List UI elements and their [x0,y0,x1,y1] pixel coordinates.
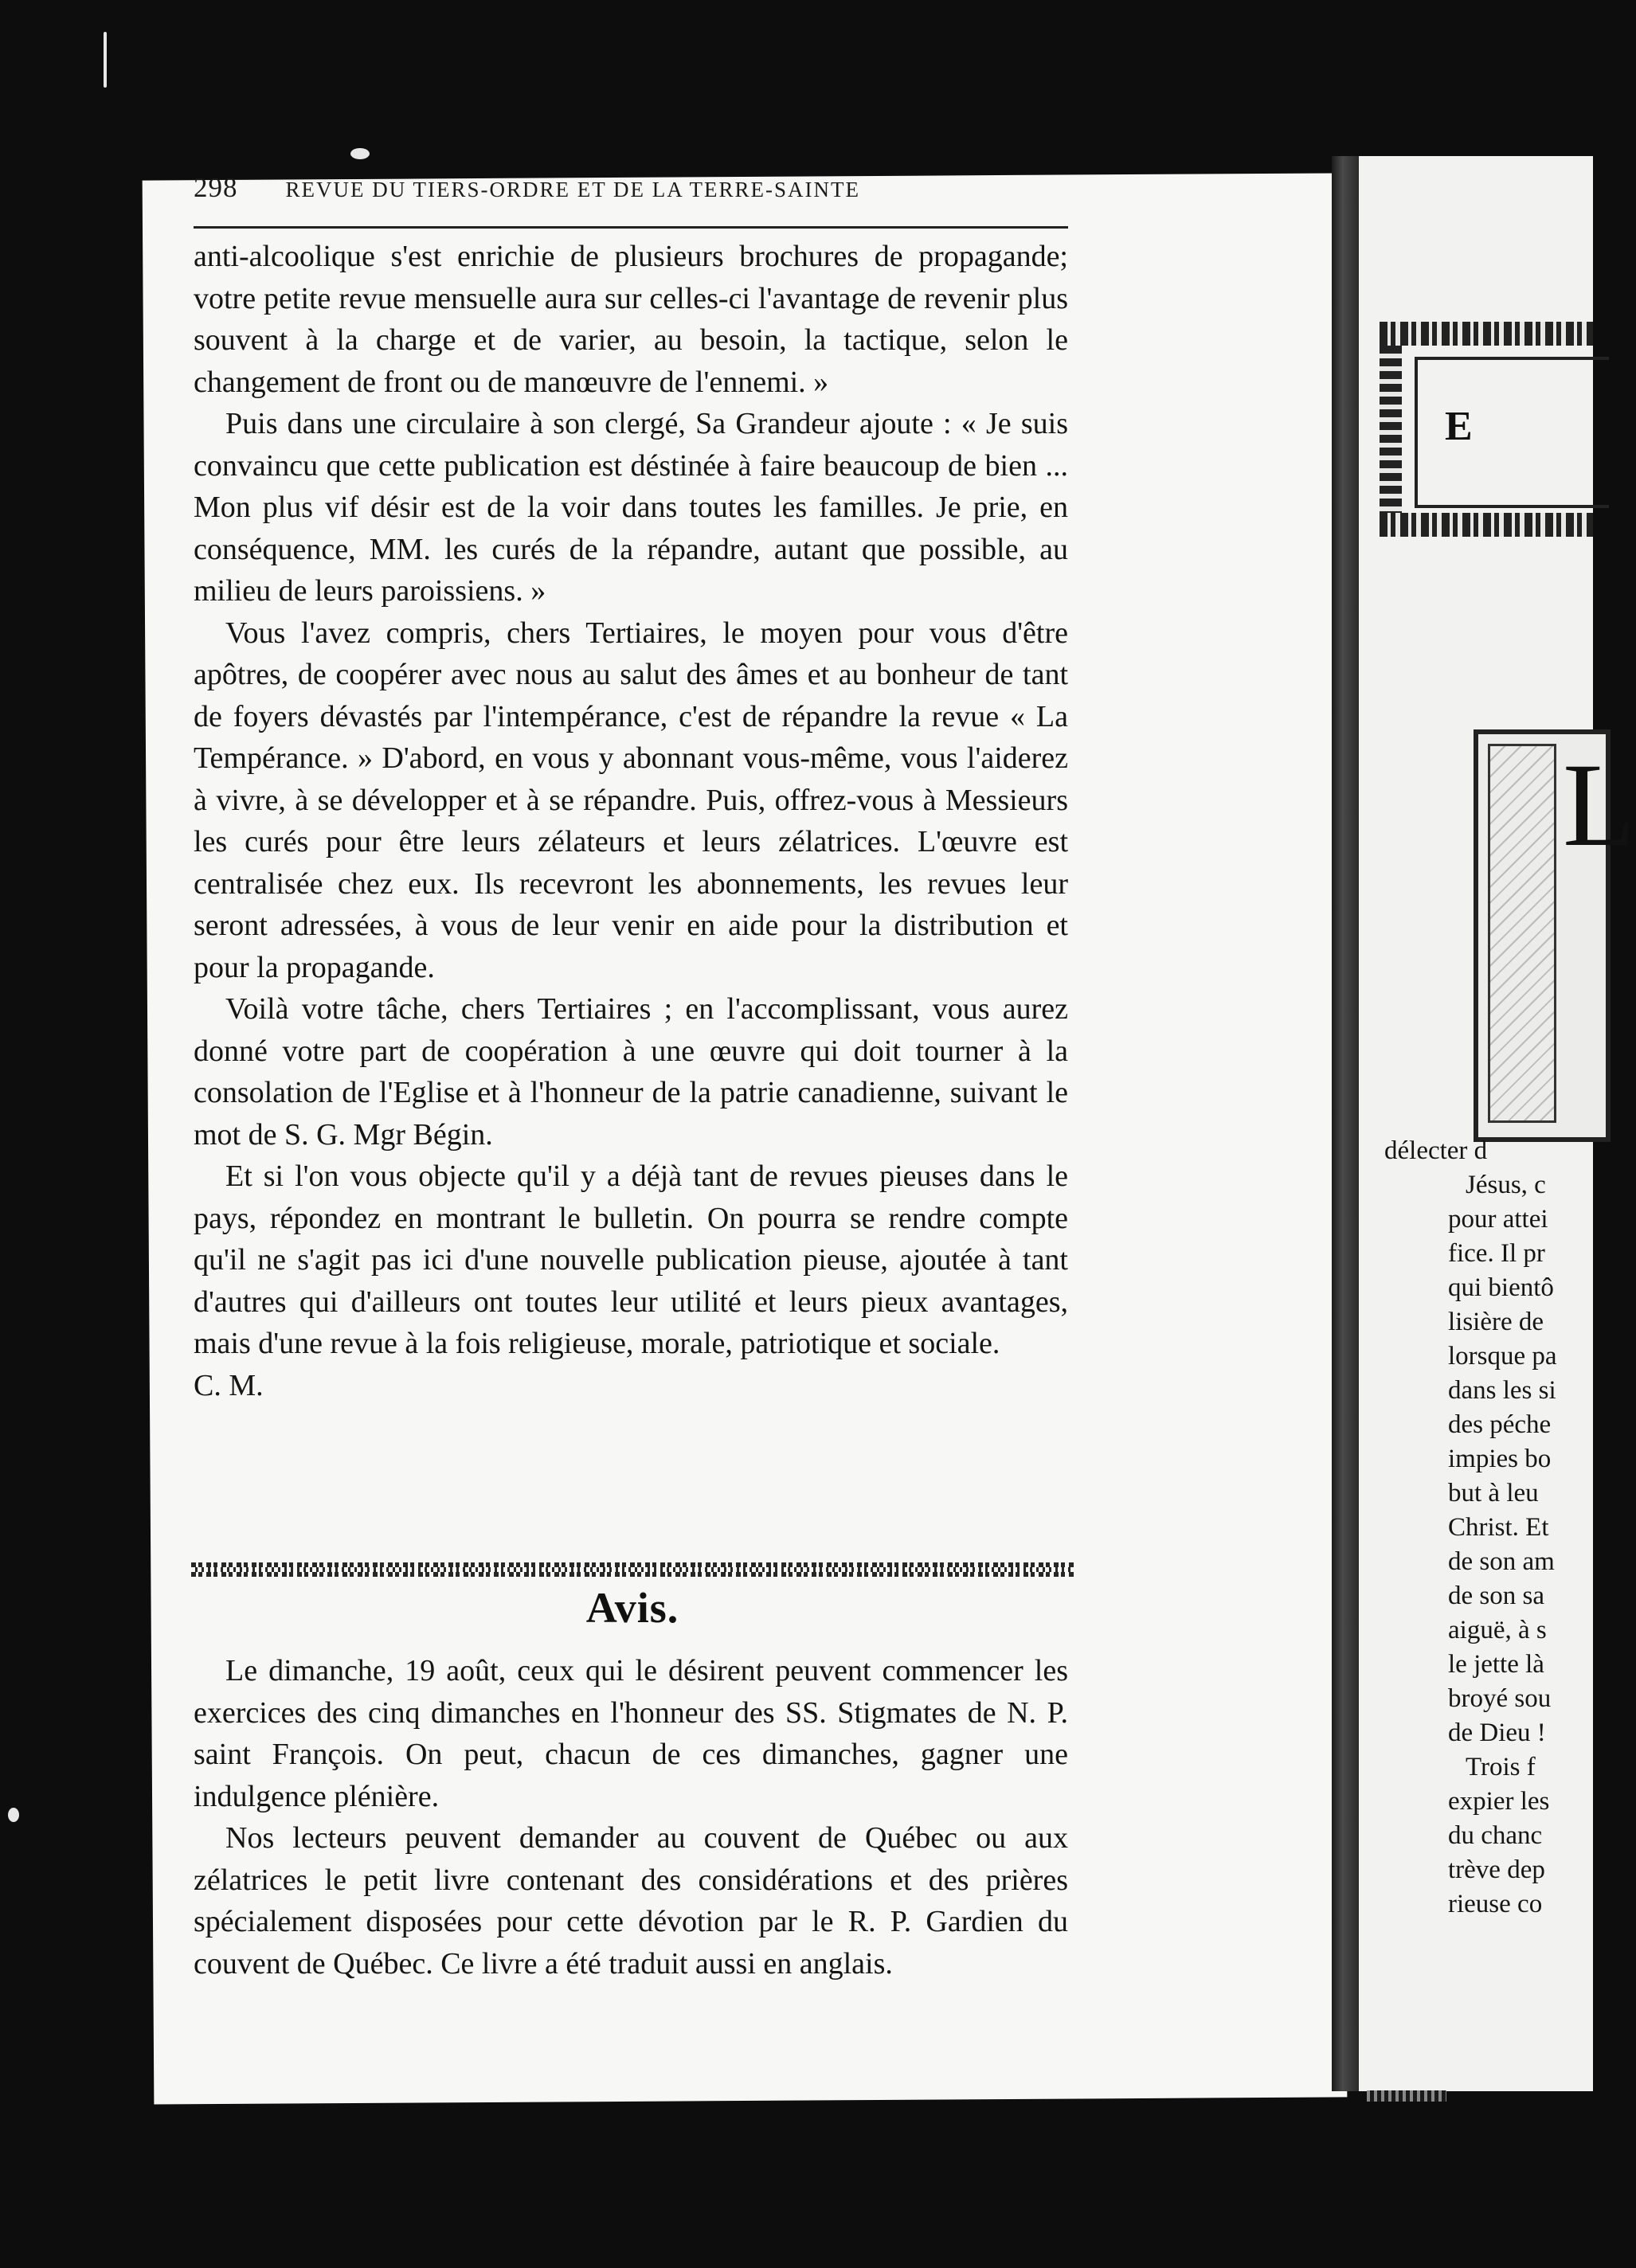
right-page-text [1384,1134,1593,1922]
paragraph: Et si l'on vous objecte qu'il y a déjà tant de revues pieuses dans le pays, répondez en montrant le bulletin. On pourra se rendre compte qu'il ne s'agit pas ici d'une nouvelle publication pieuse, ajoutée à tant d'autres qui d'ailleurs ont toutes leur utilité et leurs pieux avantages, mais d'une revue à la fois religieuse, morale, patriotique et sociale. [194,1159,1068,1360]
text-fragment-line: rieuse co [1448,1890,1543,1918]
text-fragment-line: fice. Il pr [1448,1239,1545,1268]
text-fragment-line: délecter d [1384,1136,1488,1165]
floral-ornament [1488,744,1556,1123]
text-fragment-line: des péche [1448,1410,1552,1439]
text-fragment-line: trève dep [1448,1855,1545,1884]
text-fragment-line: lisière de [1448,1308,1544,1336]
text-fragment-line: aiguë, à s [1448,1616,1547,1644]
header-rule [194,226,1068,229]
text-fragment-line: lorsque pa [1448,1342,1557,1371]
text-fragment-line: pour attei [1448,1205,1548,1234]
page-number: 298 [194,172,238,203]
text-fragment-line: du chanc [1448,1821,1543,1850]
heading-frame [1415,357,1609,508]
text-fragment-line: de Dieu ! [1448,1719,1546,1747]
text-fragment-line: de son sa [1448,1582,1544,1610]
text-fragment-line: expier les [1448,1787,1550,1816]
ornamental-divider [191,1562,1074,1577]
text-fragment-line: impies bo [1448,1445,1552,1473]
signature: C. M. [194,1368,264,1402]
running-head [194,172,1068,217]
ornamental-border-bottom [1380,513,1593,537]
dust-speck [350,148,370,159]
paragraph: Vous l'avez compris, chers Tertiaires, le moyen pour vous d'être apôtres, de coopérer avec nous au salut des âmes et au bonheur de tant de foyers dévastés par l'intempérance, c'est de répandre la revue « La Tempérance. » D'abord, en vous y abonnant vous-même, vous l'aiderez à vivre, à se développer et à se répandre. Puis, offrez-vous à Messieurs les curés pour être leurs zélateurs et leurs zélatrices. L'œuvre est centralisée chez eux. Ils recevront les abonnements, les revues leur seront adressées, à vous de leur venir en aide pour la distribution et pour la propagande. [194,616,1068,984]
paragraph: Puis dans une circulaire à son clergé, Sa Grandeur ajoute : « Je suis convaincu que cette publication est déstinée à faire beaucoup de bien ... Mon plus vif désir est de la voir dans toutes les familles. Je prie, en conséquence, MM. les curés de la répandre, autant que possible, au milieu de leurs paroissiens. » [194,407,1068,608]
avis-body [194,1650,1068,1984]
binding-edge [1367,2090,1446,2102]
text-fragment-line: Trois f [1466,1753,1536,1781]
text-fragment-line: Jésus, c [1466,1171,1546,1199]
initial-letter: L [1563,739,1636,871]
book-gutter [1332,156,1359,2091]
text-fragment-line: de son am [1448,1547,1555,1576]
running-head-title: REVUE DU TIERS-ORDRE ET DE LA TERRE-SAINTE [285,178,860,201]
decorated-initial [1474,729,1636,1142]
text-fragment-line: Christ. Et [1448,1513,1549,1542]
right-heading-fragment: E [1445,404,1473,449]
text-fragment-line: le jette là [1448,1650,1544,1679]
text-fragment-line: dans les si [1448,1376,1556,1405]
ornamental-border-top [1380,322,1593,346]
article-body [194,236,1068,1406]
right-page [1359,156,1636,2091]
text-fragment-line: broyé sou [1448,1684,1552,1713]
paragraph: anti-alcoolique s'est enrichie de plusieurs brochures de propagande; votre petite revue mensuelle aura sur celles-ci l'avantage de revenir plus souvent à la charge et de varier, au besoin, la tactique, selon le changement de front ou de manœuvre de l'ennemi. » [194,240,1068,399]
text-fragment-line: qui bientô [1448,1273,1554,1302]
dust-speck [8,1808,19,1822]
paragraph: Voilà votre tâche, chers Tertiaires ; en l'accomplissant, vous aurez donné votre part de coopération à une œuvre qui doit tourner à la consolation de l'Eglise et à l'honneur de la patrie canadienne, suivant le mot de S. G. Mgr Bégin. [194,992,1068,1152]
paragraph: Nos lecteurs peuvent demander au couvent de Québec ou aux zélatrices le petit livre contenant des considérations et des prières spécialement disposées pour cette dévotion par le R. P. Gardien du couvent de Québec. Ce livre a été traduit aussi en anglais. [194,1821,1068,1981]
paragraph: Le dimanche, 19 août, ceux qui le désirent peuvent commencer les exercices des cinq dimanches en l'honneur des SS. Stigmates de N. P. saint François. On peut, chacun de ces dimanches, gagner une indulgence plénière. [194,1654,1068,1813]
ornamental-border-side [1380,346,1402,513]
text-fragment-line: but à leu [1448,1479,1539,1507]
avis-heading: Avis. [585,1584,679,1632]
dust-speck [104,32,107,88]
